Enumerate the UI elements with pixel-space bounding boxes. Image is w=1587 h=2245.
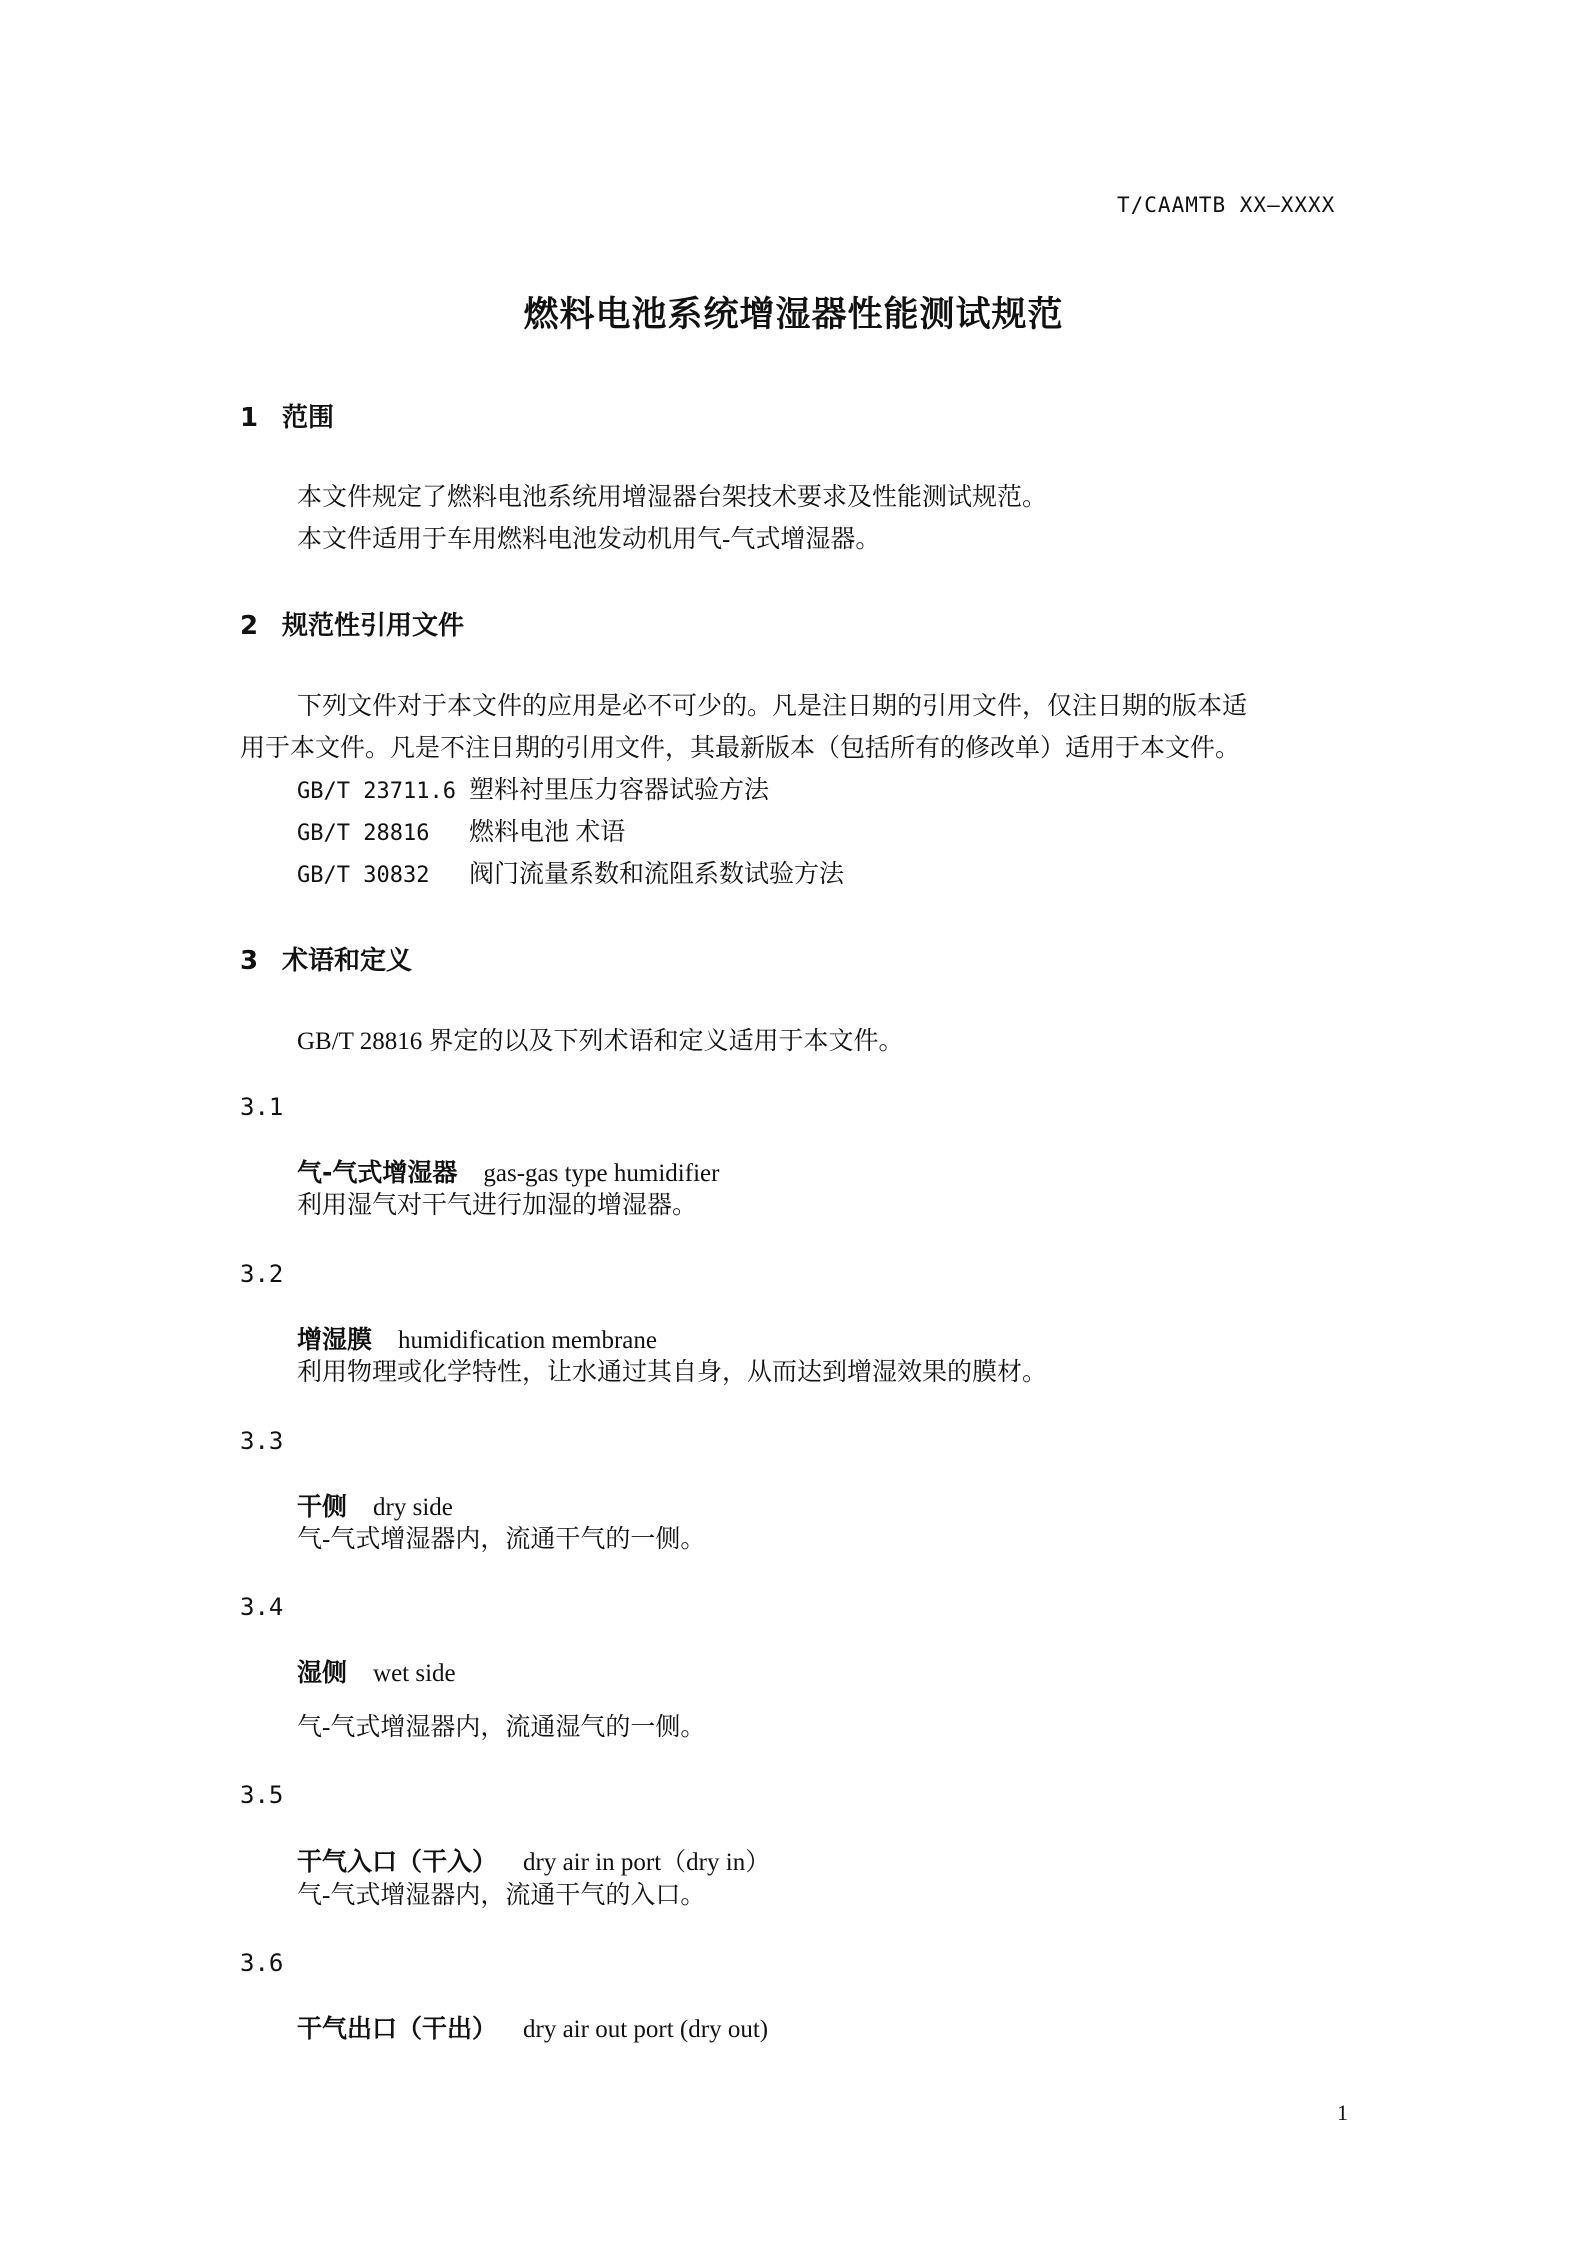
term-chinese: 气-气式增湿器 (297, 1158, 458, 1187)
term-chinese: 干侧 (297, 1492, 348, 1521)
term-number: 3.5 (240, 1781, 284, 1809)
term-entry (297, 1487, 453, 1523)
term-chinese: 增湿膜 (297, 1325, 373, 1354)
reference-code: GB/T 28816 (297, 821, 430, 846)
term-chinese: 干气入口（干入） (297, 1847, 498, 1876)
reference-name: 阀门流量系数和流阻系数试验方法 (469, 861, 845, 888)
term-english: dry side (373, 1494, 453, 1521)
page-number: 1 (1337, 2100, 1348, 2125)
reference-code: GB/T 30832 (297, 863, 430, 888)
reference-item (297, 854, 844, 897)
term-entry (297, 2009, 768, 2045)
term-chinese: 干气出口（干出） (297, 2014, 498, 2043)
term-chinese: 湿侧 (297, 1658, 348, 1687)
term-english: dry air in port（dry in） (523, 1849, 771, 1876)
term-number: 3.1 (240, 1093, 284, 1121)
reference-item (297, 812, 625, 855)
term-definition: 气-气式增湿器内，流通干气的一侧。 (297, 1526, 706, 1553)
term-entry (297, 1653, 456, 1689)
term-english: gas-gas type humidifier (483, 1160, 720, 1187)
term-definition: 利用湿气对干气进行加湿的增湿器。 (297, 1192, 698, 1219)
section-number: 3 (240, 946, 259, 976)
term-definition: 气-气式增湿器内，流通湿气的一侧。 (297, 1714, 706, 1741)
reference-code: GB/T 23711.6 (297, 779, 456, 804)
term-number: 3.4 (240, 1593, 284, 1621)
paragraph: 本文件适用于车用燃料电池发动机用气-气式增湿器。 (297, 526, 881, 553)
section-2-heading (240, 605, 464, 642)
term-entry (297, 1320, 657, 1356)
standard-code: T/CAAMTB XX—XXXX (1117, 193, 1336, 217)
term-definition: 气-气式增湿器内，流通干气的入口。 (297, 1882, 706, 1909)
section-title: 规范性引用文件 (282, 611, 465, 641)
section-3-heading (240, 940, 412, 977)
document-title: 燃料电池系统增湿器性能测试规范 (523, 295, 1064, 335)
term-number: 3.3 (240, 1427, 284, 1455)
reference-name: 塑料衬里压力容器试验方法 (469, 777, 770, 804)
section-number: 1 (240, 403, 259, 433)
paragraph: GB/T 28816 界定的以及下列术语和定义适用于本文件。 (297, 1028, 904, 1055)
term-definition: 利用物理或化学特性，让水通过其自身，从而达到增湿效果的膜材。 (297, 1359, 1048, 1386)
term-english: humidification membrane (398, 1327, 657, 1354)
term-entry (297, 1842, 770, 1878)
term-english: dry air out port (dry out) (523, 2016, 769, 2043)
section-number: 2 (240, 611, 259, 641)
section-title: 范围 (282, 403, 335, 433)
reference-name: 燃料电池 术语 (469, 819, 626, 846)
term-english: wet side (373, 1660, 456, 1687)
term-number: 3.6 (240, 1949, 284, 1977)
paragraph-line: 下列文件对于本文件的应用是必不可少的。凡是注日期的引用文件，仅注日期的版本适 (297, 693, 1248, 720)
term-number: 3.2 (240, 1260, 284, 1288)
reference-item (297, 770, 769, 813)
section-1-heading (240, 397, 334, 434)
paragraph: 本文件规定了燃料电池系统用增湿器台架技术要求及性能测试规范。 (297, 484, 1048, 511)
term-entry (297, 1153, 719, 1189)
paragraph-line: 用于本文件。凡是不注日期的引用文件，其最新版本（包括所有的修改单）适用于本文件。 (240, 735, 1241, 762)
section-title: 术语和定义 (282, 946, 413, 976)
